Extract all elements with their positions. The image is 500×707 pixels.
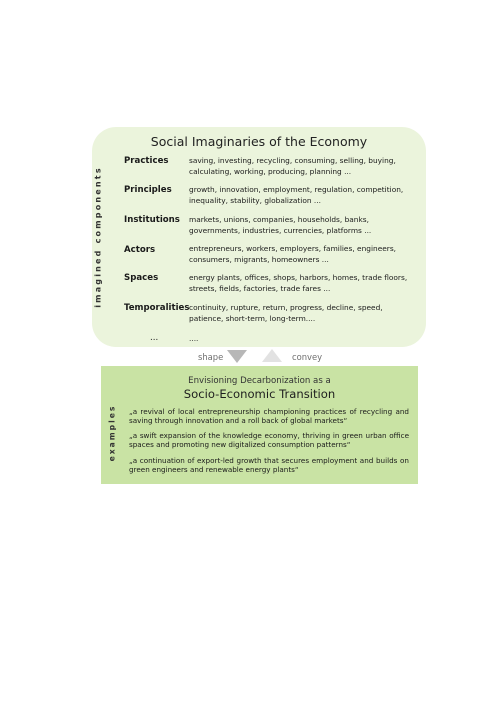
imaginaries-title: Social Imaginaries of the Economy	[150, 134, 368, 149]
transition-title: Socio-Economic Transition	[183, 387, 336, 401]
row-text-spaces: energy plants, offices, shops, harbors, homes, trade floors, streets, fields, factories, trade fares ...	[189, 273, 408, 294]
imagined-components-text: imagined components	[93, 166, 103, 308]
row-label-actors: Actors	[124, 245, 156, 255]
row-text-temporalities: continuity, rupture, return, progress, decline, speed, patience, short-term, long-term....	[189, 303, 383, 324]
row-text-principles: growth, innovation, employment, regulation, competition, inequality, stability, globalization ...	[189, 185, 404, 206]
row-text-institutions: markets, unions, companies, households, banks, governments, industries, currencies, platforms ...	[189, 215, 372, 236]
transition-subtitle: Envisioning Decarbonization as a	[188, 376, 331, 386]
examples-text: examples	[107, 404, 117, 462]
shape-down-arrow-icon	[227, 350, 247, 363]
row-text-practices: saving, investing, recycling, consuming, selling, buying, calculating, working, producing, planning ...	[189, 156, 396, 177]
row-label-practices: Practices	[124, 156, 169, 166]
row-label-temporalities: Temporalities	[124, 303, 190, 313]
row-text-more: ....	[189, 334, 199, 343]
row-label-principles: Principles	[124, 185, 172, 195]
row-label-more: ...	[150, 333, 159, 343]
row-text-actors: entrepreneurs, workers, employers, families, engineers, consumers, migrants, homeowners ...	[189, 244, 397, 265]
row-label-spaces: Spaces	[124, 273, 159, 283]
example-2: „a swift expansion of the knowledge economy, thriving in green urban office spaces and promoting new digitalized consumption patterns“	[129, 431, 409, 450]
convey-up-arrow-icon	[262, 349, 282, 362]
row-label-institutions: Institutions	[124, 215, 180, 225]
example-1: „a revival of local entrepreneurship championing practices of recycling and saving through innovation and a roll back of global markets“	[129, 407, 409, 426]
convey-label: convey	[292, 352, 323, 362]
example-3: „a continuation of export-led growth that secures employment and builds on green engineers and renewable energy plants“	[129, 456, 409, 475]
shape-label: shape	[198, 352, 224, 362]
